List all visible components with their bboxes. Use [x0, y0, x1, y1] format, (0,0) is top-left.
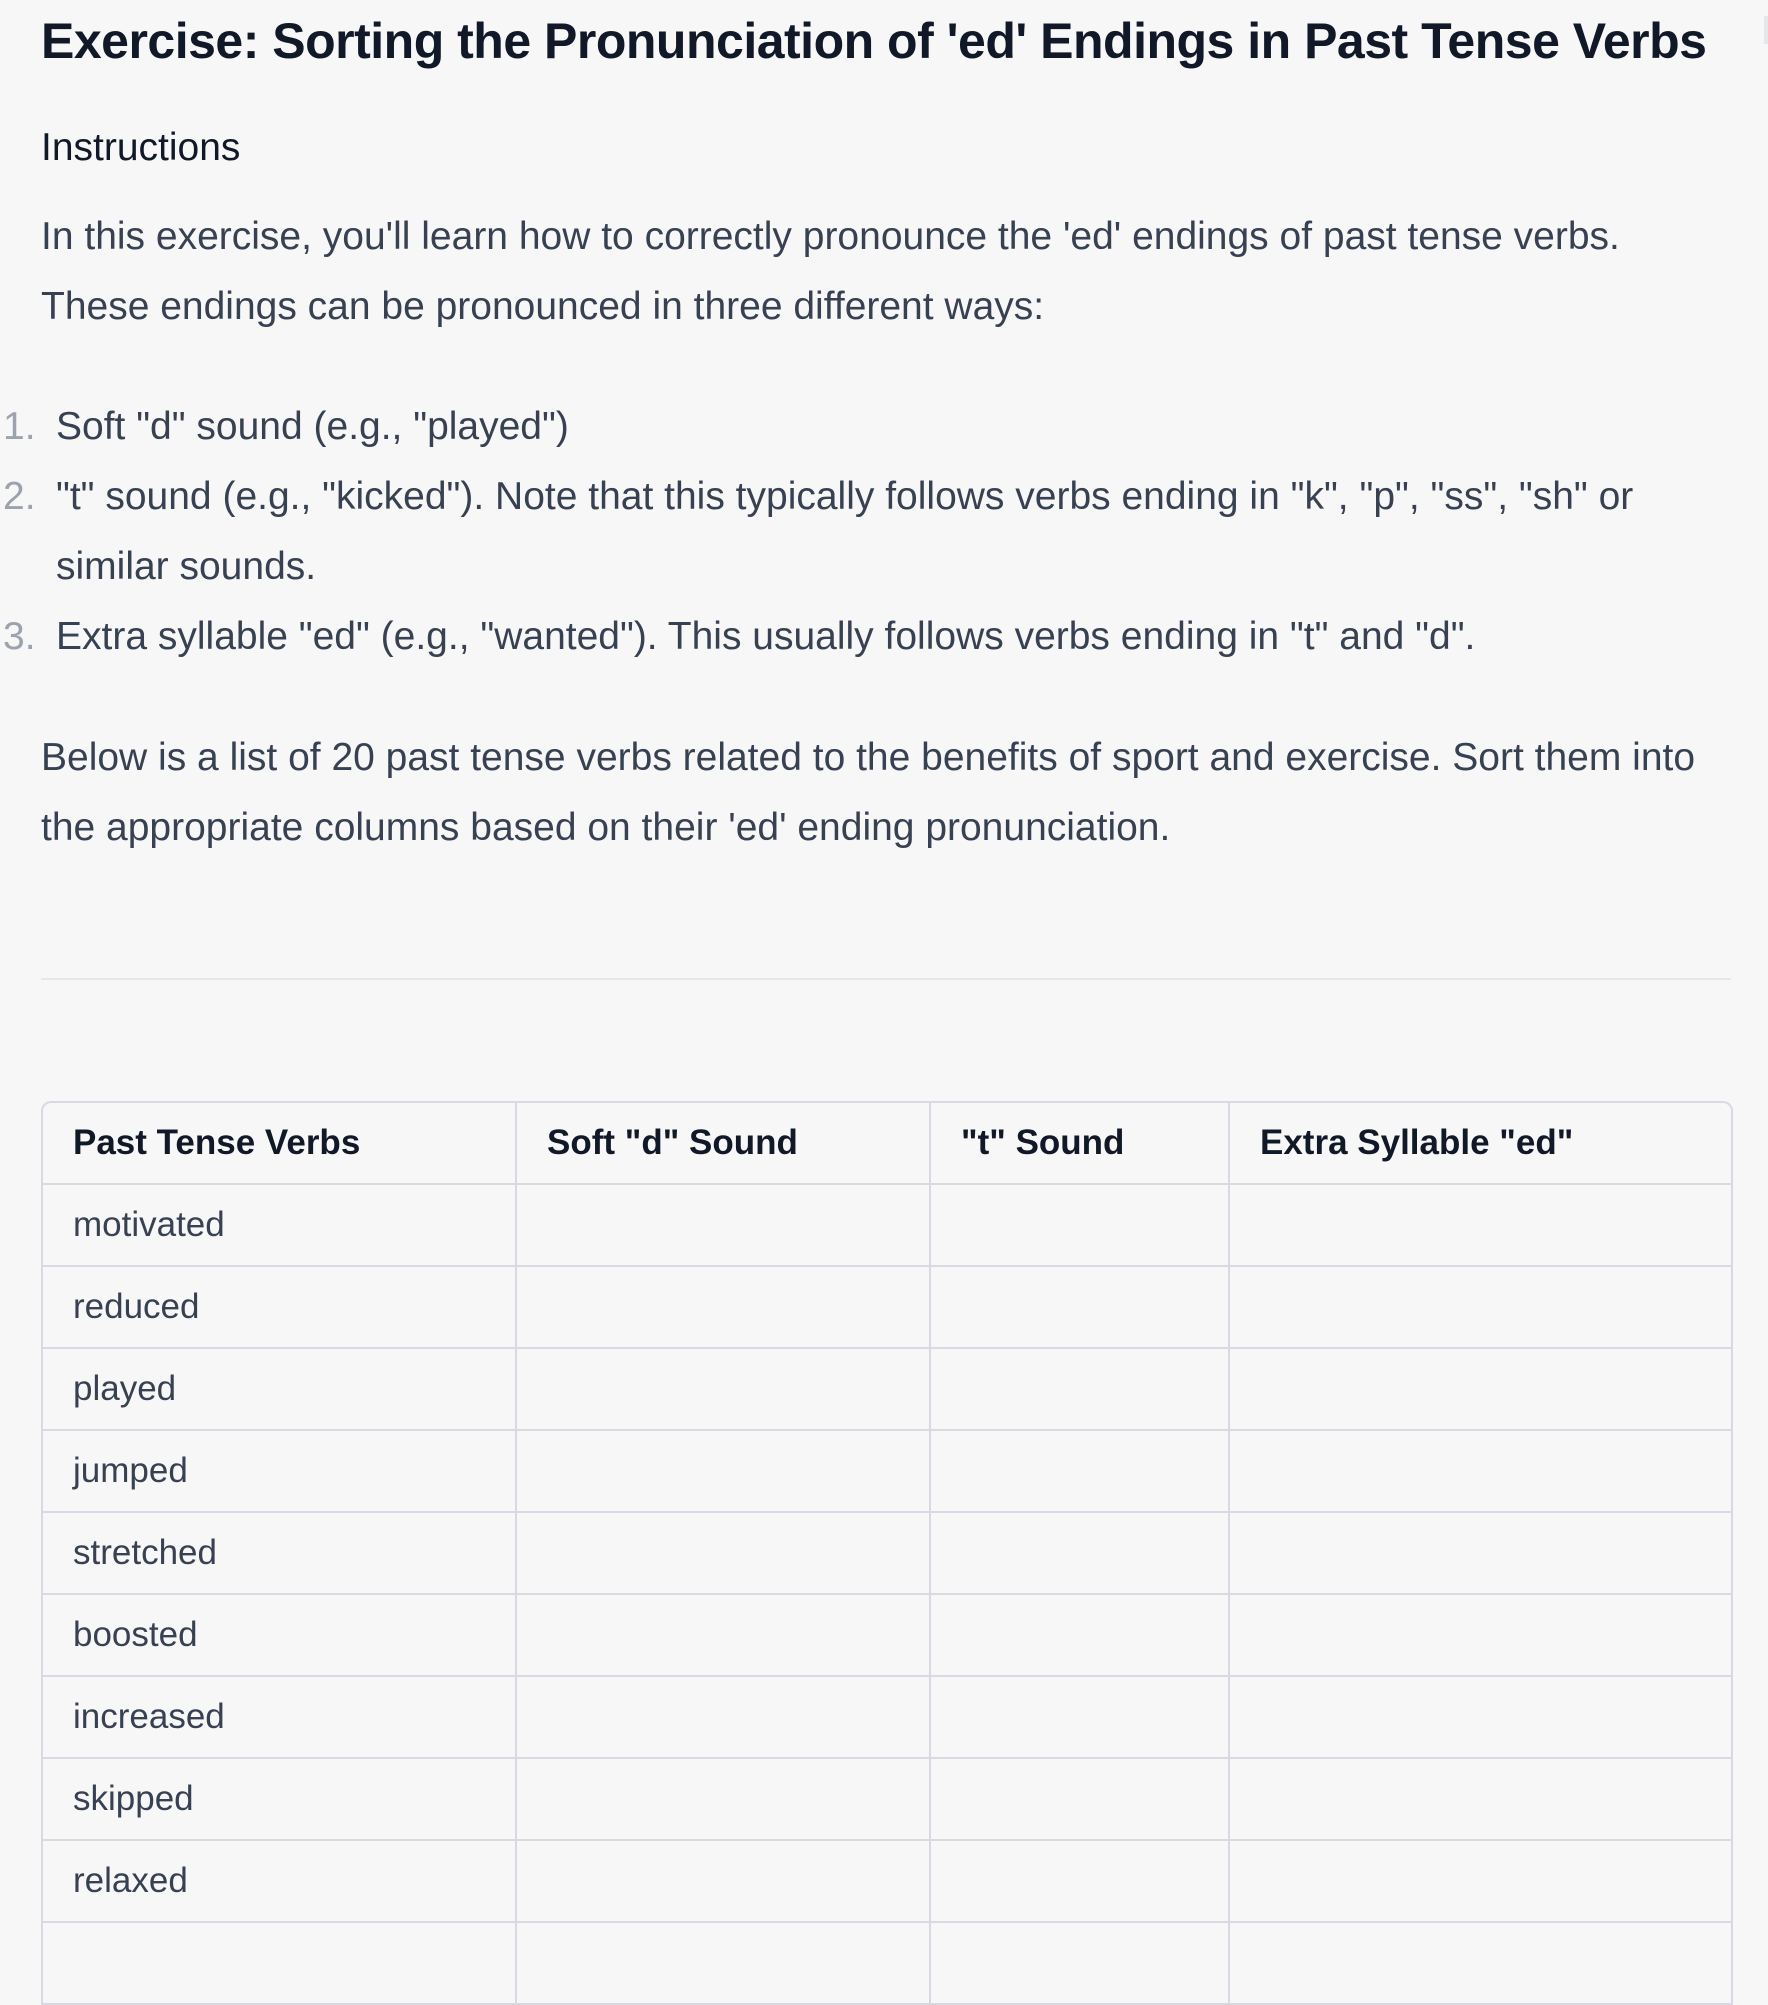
table-row	[43, 1512, 1731, 1594]
extra-syllable-cell	[1229, 1922, 1731, 2004]
scrollbar-edge	[1764, 16, 1768, 44]
extra-syllable-cell	[1229, 1348, 1731, 1430]
table-row	[43, 1922, 1731, 2004]
verb-cell: stretched	[43, 1512, 516, 1594]
section-divider	[41, 978, 1731, 980]
page-title: Exercise: Sorting the Pronunciation of 'ed' Endings in Past Tense Verbs	[41, 13, 1707, 69]
soft-d-cell	[516, 1676, 930, 1758]
list-item	[3, 392, 1731, 462]
table-row	[43, 1758, 1731, 1840]
column-header-extra-syllable: Extra Syllable "ed"	[1229, 1103, 1731, 1184]
verb-cell: reduced	[43, 1266, 516, 1348]
t-sound-cell	[930, 1840, 1229, 1922]
verb-cell: motivated	[43, 1184, 516, 1266]
t-sound-cell	[930, 1184, 1229, 1266]
verb-cell: played	[43, 1348, 516, 1430]
list-item	[3, 462, 1731, 602]
t-sound-cell	[930, 1676, 1229, 1758]
t-sound-cell	[930, 1512, 1229, 1594]
soft-d-cell	[516, 1758, 930, 1840]
table-header-row	[43, 1103, 1731, 1184]
soft-d-cell	[516, 1594, 930, 1676]
extra-syllable-cell	[1229, 1840, 1731, 1922]
verb-cell	[43, 1922, 516, 2004]
list-number: 2.	[3, 475, 36, 518]
extra-syllable-cell	[1229, 1758, 1731, 1840]
soft-d-cell	[516, 1430, 930, 1512]
soft-d-cell	[516, 1184, 930, 1266]
soft-d-cell	[516, 1348, 930, 1430]
extra-syllable-cell	[1229, 1594, 1731, 1676]
list-number: 3.	[3, 615, 36, 658]
task-paragraph: Below is a list of 20 past tense verbs related to the benefits of sport and exercise. Sort them into the appropriate columns based on their 'ed' ending pronunciation.	[41, 736, 1696, 849]
verb-cell: skipped	[43, 1758, 516, 1840]
sorting-table	[43, 1103, 1731, 2005]
sorting-table-container	[41, 1101, 1733, 2005]
table-row	[43, 1430, 1731, 1512]
list-item-text: Extra syllable "ed" (e.g., "wanted"). This usually follows verbs ending in "t" and "d".	[56, 615, 1476, 658]
table-row	[43, 1348, 1731, 1430]
list-item-text: "t" sound (e.g., "kicked"). Note that this typically follows verbs ending in "k", "p", "ss", "sh" or similar sounds.	[56, 475, 1634, 588]
instructions-heading: Instructions	[41, 126, 241, 169]
verb-cell: boosted	[43, 1594, 516, 1676]
extra-syllable-cell	[1229, 1184, 1731, 1266]
intro-paragraph: In this exercise, you'll learn how to correctly pronounce the 'ed' endings of past tense verbs. These endings can be pronounced in three different ways:	[41, 215, 1620, 328]
verb-cell: increased	[43, 1676, 516, 1758]
column-header-verbs: Past Tense Verbs	[43, 1103, 516, 1184]
extra-syllable-cell	[1229, 1512, 1731, 1594]
column-header-t-sound: "t" Sound	[930, 1103, 1229, 1184]
pronunciation-list	[3, 392, 1731, 672]
t-sound-cell	[930, 1266, 1229, 1348]
verb-cell: relaxed	[43, 1840, 516, 1922]
verb-cell: jumped	[43, 1430, 516, 1512]
extra-syllable-cell	[1229, 1266, 1731, 1348]
list-number: 1.	[3, 405, 36, 448]
table-row	[43, 1840, 1731, 1922]
table-row	[43, 1184, 1731, 1266]
column-header-soft-d: Soft "d" Sound	[516, 1103, 930, 1184]
table-row	[43, 1266, 1731, 1348]
soft-d-cell	[516, 1266, 930, 1348]
table-row	[43, 1594, 1731, 1676]
t-sound-cell	[930, 1758, 1229, 1840]
extra-syllable-cell	[1229, 1676, 1731, 1758]
soft-d-cell	[516, 1512, 930, 1594]
table-row	[43, 1676, 1731, 1758]
soft-d-cell	[516, 1840, 930, 1922]
t-sound-cell	[930, 1348, 1229, 1430]
t-sound-cell	[930, 1594, 1229, 1676]
list-item	[3, 602, 1731, 672]
list-item-text: Soft "d" sound (e.g., "played")	[56, 405, 569, 448]
extra-syllable-cell	[1229, 1430, 1731, 1512]
t-sound-cell	[930, 1922, 1229, 2004]
soft-d-cell	[516, 1922, 930, 2004]
t-sound-cell	[930, 1430, 1229, 1512]
